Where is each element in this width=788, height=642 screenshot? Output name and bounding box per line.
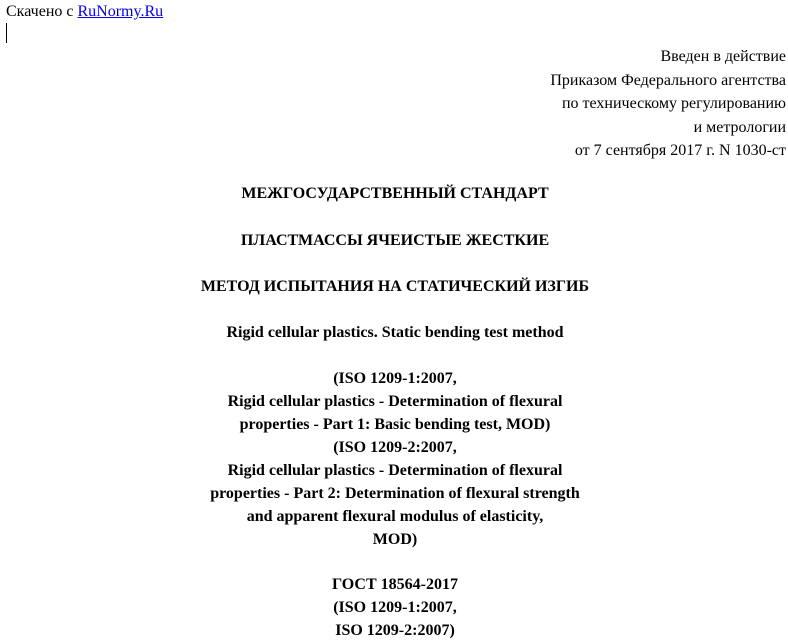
english-title: Rigid cellular plastics. Static bending test method: [226, 324, 564, 341]
enactment-block: [386, 45, 786, 163]
source-prefix: Скачено с: [6, 3, 78, 20]
enactment-line: от 7 сентября 2017 г. N 1030-ст: [574, 142, 786, 159]
iso-reference-line: (ISO 1209-2:2007,: [333, 439, 457, 456]
gost-designation-block: [0, 573, 788, 642]
enactment-line: Введен в действие: [660, 48, 786, 65]
source-line: [6, 2, 163, 21]
iso-reference-line: Rigid cellular plastics - Determination of flexural: [227, 393, 563, 410]
enactment-line: и метрологии: [693, 118, 786, 136]
iso-references-block: [0, 367, 788, 551]
iso-reference-line: MOD): [372, 531, 418, 548]
iso-reference-line: properties - Part 1: Basic bending test, MOD): [239, 416, 551, 433]
gost-iso-line: (ISO 1209-1:2007,: [333, 599, 457, 616]
text-cursor: [6, 23, 7, 43]
enactment-line: Приказом Федерального агентства: [550, 71, 786, 89]
iso-reference-line: Rigid cellular plastics - Determination of flexural: [227, 462, 563, 479]
heading-subject: ПЛАСТМАССЫ ЯЧЕИСТЫЕ ЖЕСТКИЕ: [240, 232, 550, 249]
iso-reference-line: properties - Part 2: Determination of flexural strength: [210, 485, 580, 502]
gost-number: ГОСТ 18564-2017: [332, 576, 458, 593]
gost-iso-line: ISO 1209-2:2007): [335, 622, 455, 639]
heading-method: МЕТОД ИСПЫТАНИЯ НА СТАТИЧЕСКИЙ ИЗГИБ: [200, 278, 590, 295]
iso-reference-line: and apparent flexural modulus of elasticity,: [246, 508, 544, 525]
runormy-link[interactable]: RuNormy.Ru: [77, 3, 164, 20]
iso-reference-line: (ISO 1209-1:2007,: [333, 370, 457, 387]
heading-interstate-standard: МЕЖГОСУДАРСТВЕННЫЙ СТАНДАРТ: [241, 185, 549, 202]
enactment-line: по техническому регулированию: [561, 95, 786, 112]
